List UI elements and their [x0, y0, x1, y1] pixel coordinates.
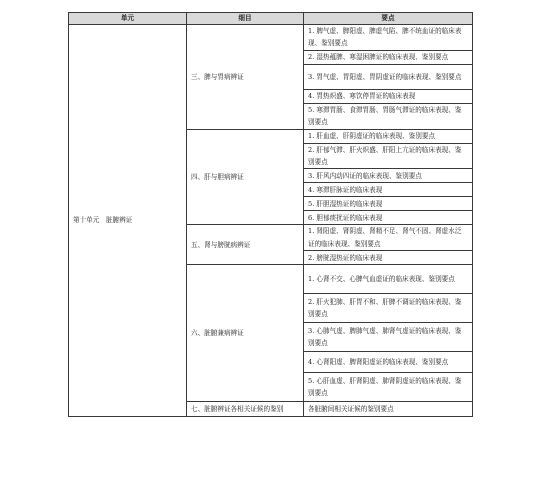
section-title: 七、脏腑辨证各相关证候的鉴别 — [187, 402, 304, 417]
syllabus-table — [68, 12, 473, 417]
section-title: 五、肾与膀胱病辨证 — [187, 225, 304, 265]
key-point: 1. 脾气虚、脾阳虚、脾虚气陷、脾不统血证的临床表现、鉴别要点 — [304, 25, 473, 51]
key-point: 2. 湿热蕴脾、寒湿困脾证的临床表现、鉴别要点 — [304, 50, 473, 64]
header-subitem: 细目 — [187, 13, 304, 25]
key-point: 4. 寒滞肝脉证的临床表现 — [304, 183, 473, 197]
key-point: 各脏腑间相关证候的鉴别要点 — [304, 402, 473, 417]
key-point: 2. 膀胱湿热证的临床表现 — [304, 251, 473, 265]
section-title: 四、肝与胆病辨证 — [187, 129, 304, 225]
key-point: 2. 肝郁气滞、肝火炽盛、肝阳上亢证的临床表现、鉴别要点 — [304, 143, 473, 169]
key-point: 5. 肝胆湿热证的临床表现 — [304, 197, 473, 211]
key-point: 5. 寒滞胃肠、食滞胃肠、胃肠气滞证的临床表现、鉴别要点 — [304, 103, 473, 129]
key-point: 3. 心肺气虚、脾肺气虚、肺肾气虚证的临床表现、鉴别要点 — [304, 323, 473, 352]
key-point: 1. 肝血虚、肝阴虚证的临床表现、鉴别要点 — [304, 129, 473, 143]
section-title: 三、脾与胃病辨证 — [187, 25, 304, 130]
unit-cell: 第十单元 脏腑辨证 — [69, 25, 187, 417]
header-keypoints: 要点 — [304, 13, 473, 25]
key-point: 3. 肝风内动四证的临床表现、鉴别要点 — [304, 169, 473, 183]
table-row — [69, 25, 473, 51]
section-title: 六、脏腑兼病辨证 — [187, 265, 304, 402]
key-point: 3. 胃气虚、胃阳虚、胃阴虚证的临床表现、鉴别要点 — [304, 64, 473, 89]
key-point: 5. 心肝血虚、肝肾阴虚、肺肾阴虚证的临床表现、鉴别要点 — [304, 373, 473, 402]
key-point: 4. 胃热炽盛、寒饮停胃证的临床表现 — [304, 89, 473, 103]
key-point: 4. 心肾阳虚、脾肾阳虚证的临床表现、鉴别要点 — [304, 352, 473, 373]
header-row — [69, 13, 473, 25]
key-point: 2. 肝火犯肺、肝胃不和、肝脾不调证的临床表现、鉴别要点 — [304, 294, 473, 323]
key-point: 1. 肾阳虚、肾阴虚、肾精不足、肾气不固、肾虚水泛证的临床表现、鉴别要点 — [304, 225, 473, 251]
key-point: 1. 心肾不交、心脾气血虚证的临床表现、鉴别要点 — [304, 265, 473, 294]
key-point: 6. 胆郁痰扰证的临床表现 — [304, 211, 473, 225]
header-unit: 单元 — [69, 13, 187, 25]
